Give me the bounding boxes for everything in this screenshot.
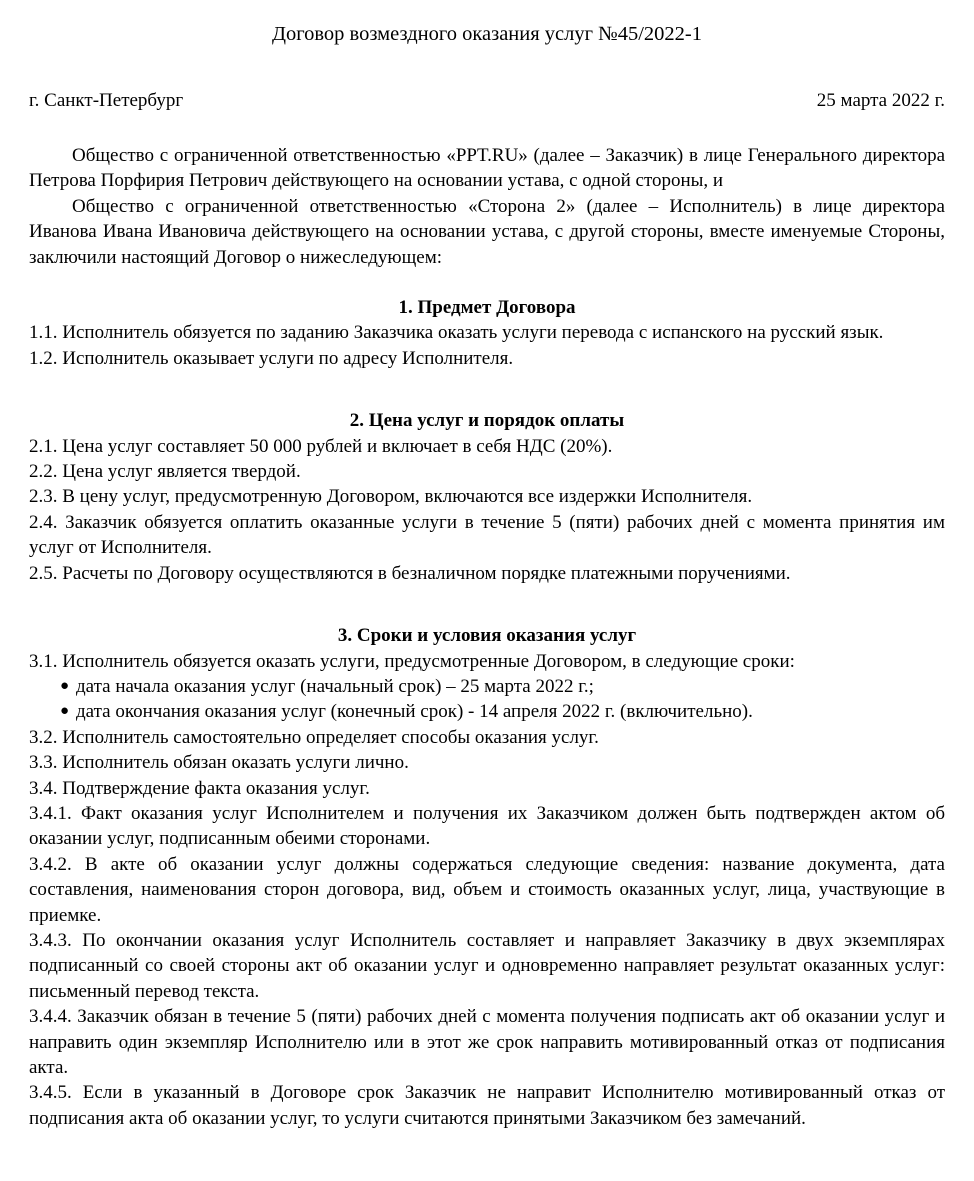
bullet-icon: ●	[60, 703, 70, 720]
spacer	[29, 371, 945, 396]
clause-1-2: 1.2. Исполнитель оказывает услуги по адресу Исполнителя.	[29, 347, 514, 369]
place-and-date-row	[29, 88, 945, 113]
spacer	[29, 586, 945, 611]
clause-2-3: 2.3. В цену услуг, предусмотренную Договором, включаются все издержки Исполнителя.	[29, 486, 753, 508]
city-label: г. Санкт-Петербург	[29, 90, 184, 111]
clause-3-3: 3.3. Исполнитель обязан оказать услуги лично.	[29, 752, 409, 774]
document-body	[29, 143, 945, 1131]
preamble-party-1: Общество с ограниченной ответственностью «PPT.RU» (далее – Заказчик) в лице Генерального директора Петрова Порфирия Петрович действующего на основании устава, с одной стороны, и	[29, 145, 945, 192]
list-item-label: дата окончания оказания услуг (конечный срок) - 14 апреля 2022 г. (включительно).	[76, 701, 753, 723]
preamble-party-2: Общество с ограниченной ответственностью «Сторона 2» (далее – Исполнитель) в лице директора Иванова Ивана Ивановича действующего на основании устава, с другой стороны, вместе именуемые Стороны, заключили настоящий Договор о нижеследующем:	[29, 195, 945, 268]
clause-3-2: 3.2. Исполнитель самостоятельно определяет способы оказания услуг.	[29, 726, 599, 748]
clause-2-1: 2.1. Цена услуг составляет 50 000 рублей и включает в себя НДС (20%).	[29, 435, 613, 457]
clause-3-4-5: 3.4.5. Если в указанный в Договоре срок Заказчик не направит Исполнителю мотивированный отказ от подписания акта об оказании услуг, то услуги считаются принятыми Заказчиком без замечаний.	[29, 1082, 945, 1129]
spacer	[29, 270, 945, 295]
clause-3-1: 3.1. Исполнитель обязуется оказать услуги, предусмотренные Договором, в следующие сроки:	[29, 650, 795, 672]
list-item	[29, 699, 945, 724]
clause-3-4-1: 3.4.1. Факт оказания услуг Исполнителем и получения их Заказчиком должен быть подтвержден актом об оказании услуг, подписанным обеими сторонами.	[29, 802, 945, 850]
section-heading-1: 1. Предмет Договора	[398, 297, 576, 319]
clause-2-4: 2.4. Заказчик обязуется оплатить оказанные услуги в течение 5 (пяти) рабочих дней с момента принятия им услуг от Исполнителя.	[29, 511, 945, 559]
clause-3-4-4: 3.4.4. Заказчик обязан в течение 5 (пяти) рабочих дней с момента получения подписать акт об оказании услуг и направить один экземпляр Исполнителю или в этот же срок направить мотивированный отказ от подписания акта.	[29, 1006, 945, 1078]
date-label: 25 марта 2022 г.	[816, 90, 945, 111]
clause-3-4-2: 3.4.2. В акте об оказании услуг должны содержаться следующие сведения: название документа, дата составления, наименования сторон договора, вид, объем и стоимость оказанных услуг, лица, участвующие в приемке.	[29, 853, 945, 926]
section-heading-3: 3. Сроки и условия оказания услуг	[337, 625, 637, 647]
clause-3-4: 3.4. Подтверждение факта оказания услуг.	[29, 777, 370, 799]
clause-3-4-3: 3.4.3. По окончании оказания услуг Исполнитель составляет и направляет Заказчику в двух экземплярах подписанный со своей стороны акт об оказании услуг и одновременно направляет результат оказанных услуг: письменный перевод текста.	[29, 929, 945, 1002]
document-title: Договор возмездного оказания услуг №45/2022-1	[272, 23, 702, 45]
clause-2-5: 2.5. Расчеты по Договору осуществляются в безналичном порядке платежными поручениями.	[29, 562, 791, 584]
deadline-bullet-list	[29, 674, 945, 725]
list-item	[29, 674, 945, 699]
list-item-label: дата начала оказания услуг (начальный срок) – 25 марта 2022 г.;	[76, 675, 594, 697]
clause-1-1: 1.1. Исполнитель обязуется по заданию Заказчика оказать услуги перевода с испанского на русский язык.	[29, 322, 884, 344]
clause-2-2: 2.2. Цена услуг является твердой.	[29, 461, 301, 483]
bullet-icon: ●	[60, 677, 70, 694]
spacer	[29, 396, 945, 408]
section-heading-2: 2. Цена услуг и порядок оплаты	[349, 410, 625, 432]
spacer	[29, 611, 945, 623]
